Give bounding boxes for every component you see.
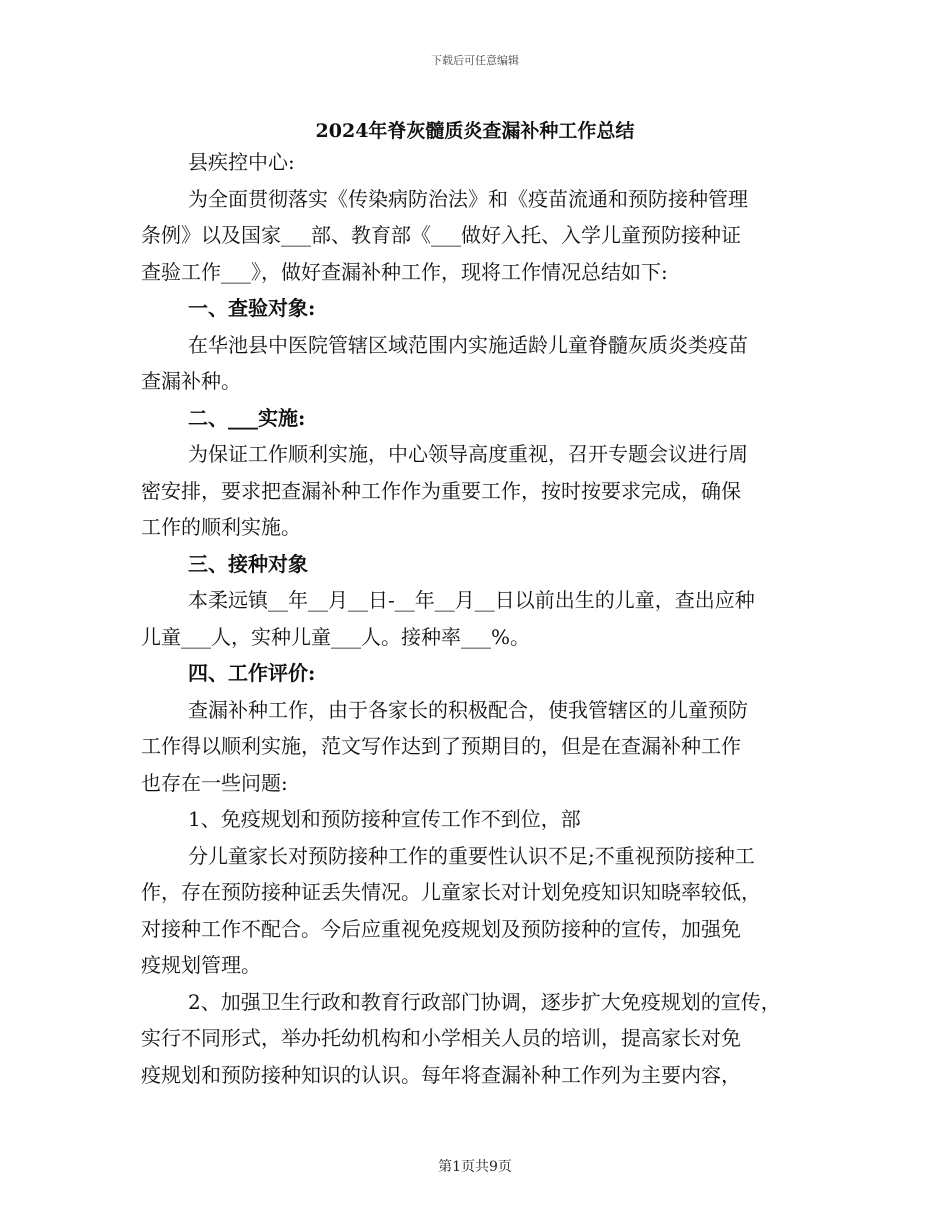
document-body: [141, 144, 821, 1093]
text-line: 疫规划和预防接种知识的认识。每年将查漏补种工作列为主要内容，: [141, 1062, 741, 1087]
text-line: 条例》以及国家___部、教育部《___做好入托、入学儿童预防接种证: [141, 223, 741, 247]
text-line: 查漏补种。: [141, 369, 241, 393]
text-line: 疫规划管理。: [141, 953, 261, 977]
text-line: 为保证工作顺利实施，中心领导高度重视，召开专题会议进行周: [188, 442, 748, 466]
text-line: 工作得以顺利实施，范文写作达到了预期目的，但是在查漏补种工作: [141, 734, 741, 758]
text-line: 在华池县中医院管辖区域范围内实施适龄儿童脊髓灰质炎类疫苗: [188, 332, 748, 357]
text-line: 分儿童家长对预防接种工作的重要性认识不足;不重视预防接种工: [188, 843, 755, 868]
section-heading: 三、接种对象: [188, 551, 308, 576]
page-header: 下载后可任意编辑: [431, 54, 519, 67]
text-line: 1、免疫规划和预防接种宣传工作不到位，部: [188, 807, 581, 831]
document-title: 2024年脊灰髓质炎查漏补种工作总结: [315, 120, 635, 142]
text-line: 对接种工作不配合。今后应重视免疫规划及预防接种的宣传，加强免: [141, 916, 741, 941]
text-line: 查验工作___》，做好查漏补种工作，现将工作情况总结如下:: [141, 259, 668, 284]
section-heading: 二、___实施:: [188, 405, 306, 430]
text-line: 查漏补种工作，由于各家长的积极配合，使我管辖区的儿童预防: [188, 697, 748, 722]
page-footer: 第1页共9页: [438, 1159, 512, 1175]
text-line: 2、加强卫生行政和教育行政部门协调，逐步扩大免疫规划的宣传，: [188, 989, 781, 1014]
section-heading: 一、查验对象:: [188, 296, 316, 320]
text-line: 儿童___人，实种儿童___人。接种率___%。: [141, 624, 531, 649]
section-heading: 四、工作评价:: [188, 661, 316, 685]
text-line: 作，存在预防接种证丢失情况。儿童家长对计划免疫知识知晓率较低，: [141, 880, 761, 904]
text-line: 本柔远镇__年__月__日-__年__月__日以前出生的儿童，查出应种: [188, 588, 755, 612]
text-line: 密安排，要求把查漏补种工作作为重要工作，按时按要求完成，确保: [141, 478, 741, 503]
text-line: 实行不同形式，举办托幼机构和小学相关人员的培训，提高家长对免: [141, 1026, 741, 1050]
text-line: 也存在一些问题:: [141, 770, 288, 795]
text-line: 县疾控中心:: [188, 150, 295, 174]
text-line: 为全面贯彻落实《传染病防治法》和《疫苗流通和预防接种管理: [188, 186, 748, 211]
text-line: 工作的顺利实施。: [141, 515, 301, 539]
